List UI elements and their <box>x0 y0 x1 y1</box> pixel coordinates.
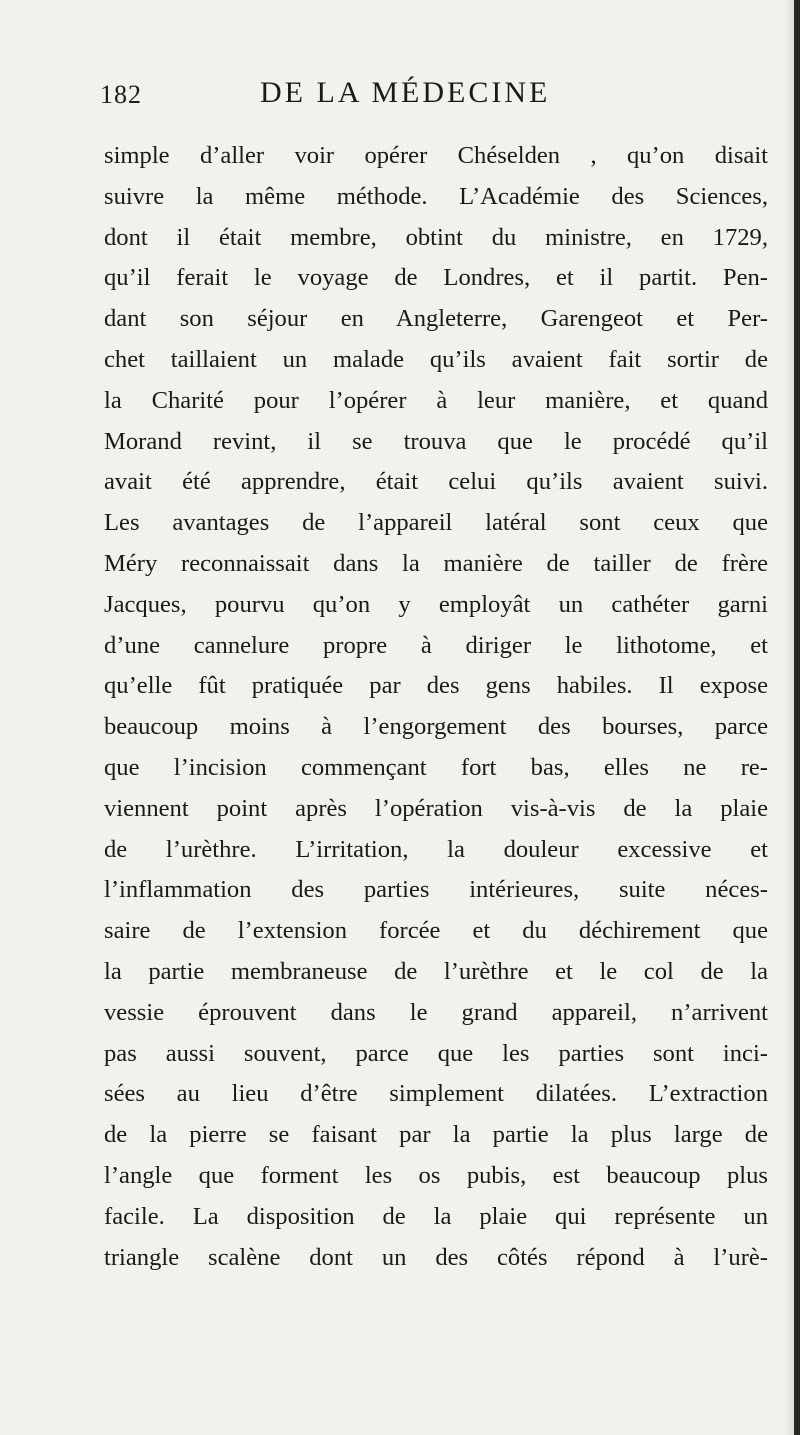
text-line: dant son séjour en Angleterre, Garengeot et Per- <box>104 305 768 333</box>
text-line: triangle scalène dont un des côtés répond à l’urè- <box>104 1243 768 1271</box>
text-line: Morand revint, il se trouva que le procédé qu’il <box>104 427 768 455</box>
page-number: 182 <box>100 80 142 109</box>
text-line: que l’incision commençant fort bas, elles ne re- <box>104 753 768 781</box>
page-edge-shadow <box>784 0 794 1435</box>
text-line: de l’urèthre. L’irritation, la douleur excessive et <box>104 835 768 863</box>
text-line: de la pierre se faisant par la partie la plus large de <box>104 1121 768 1149</box>
text-line: chet taillaient un malade qu’ils avaient fait sortir de <box>104 345 768 373</box>
text-line: la Charité pour l’opérer à leur manière, et quand <box>104 386 768 414</box>
text-line: l’inflammation des parties intérieures, suite néces- <box>104 876 768 904</box>
page-edge <box>794 0 800 1435</box>
text-line: l’angle que forment les os pubis, est beaucoup plus <box>104 1161 768 1189</box>
text-line: viennent point après l’opération vis-à-vis de la plaie <box>104 794 768 822</box>
text-line: suivre la même méthode. L’Académie des Sciences, <box>104 182 768 210</box>
text-line: qu’elle fût pratiquée par des gens habiles. Il expose <box>104 672 768 700</box>
text-line: dont il était membre, obtint du ministre, en 1729, <box>104 223 768 251</box>
text-line: saire de l’extension forcée et du déchirement que <box>104 917 768 945</box>
text-line: d’une cannelure propre à diriger le lithotome, et <box>104 631 768 659</box>
text-line: sées au lieu d’être simplement dilatées. L’extraction <box>104 1080 768 1108</box>
text-line: la partie membraneuse de l’urèthre et le col de la <box>104 957 768 985</box>
text-line: vessie éprouvent dans le grand appareil, n’arrivent <box>104 998 768 1026</box>
text-line: facile. La disposition de la plaie qui représente un <box>104 1202 768 1230</box>
running-title: DE LA MÉDECINE <box>260 76 551 109</box>
text-line: beaucoup moins à l’engorgement des bourses, parce <box>104 713 768 741</box>
text-line: avait été apprendre, était celui qu’ils avaient suivi. <box>104 468 768 496</box>
text-line: simple d’aller voir opérer Chéselden , qu’on disait <box>104 142 768 169</box>
text-line: Jacques, pourvu qu’on y employât un cathéter garni <box>104 590 768 618</box>
text-line: Les avantages de l’appareil latéral sont ceux que <box>104 509 768 537</box>
text-line: qu’il ferait le voyage de Londres, et il partit. Pen- <box>104 264 768 292</box>
body-text <box>104 136 768 1278</box>
text-line: pas aussi souvent, parce que les parties sont inci- <box>104 1039 768 1067</box>
text-line: Méry reconnaissait dans la manière de tailler de frère <box>104 549 768 577</box>
page-header <box>100 76 790 116</box>
